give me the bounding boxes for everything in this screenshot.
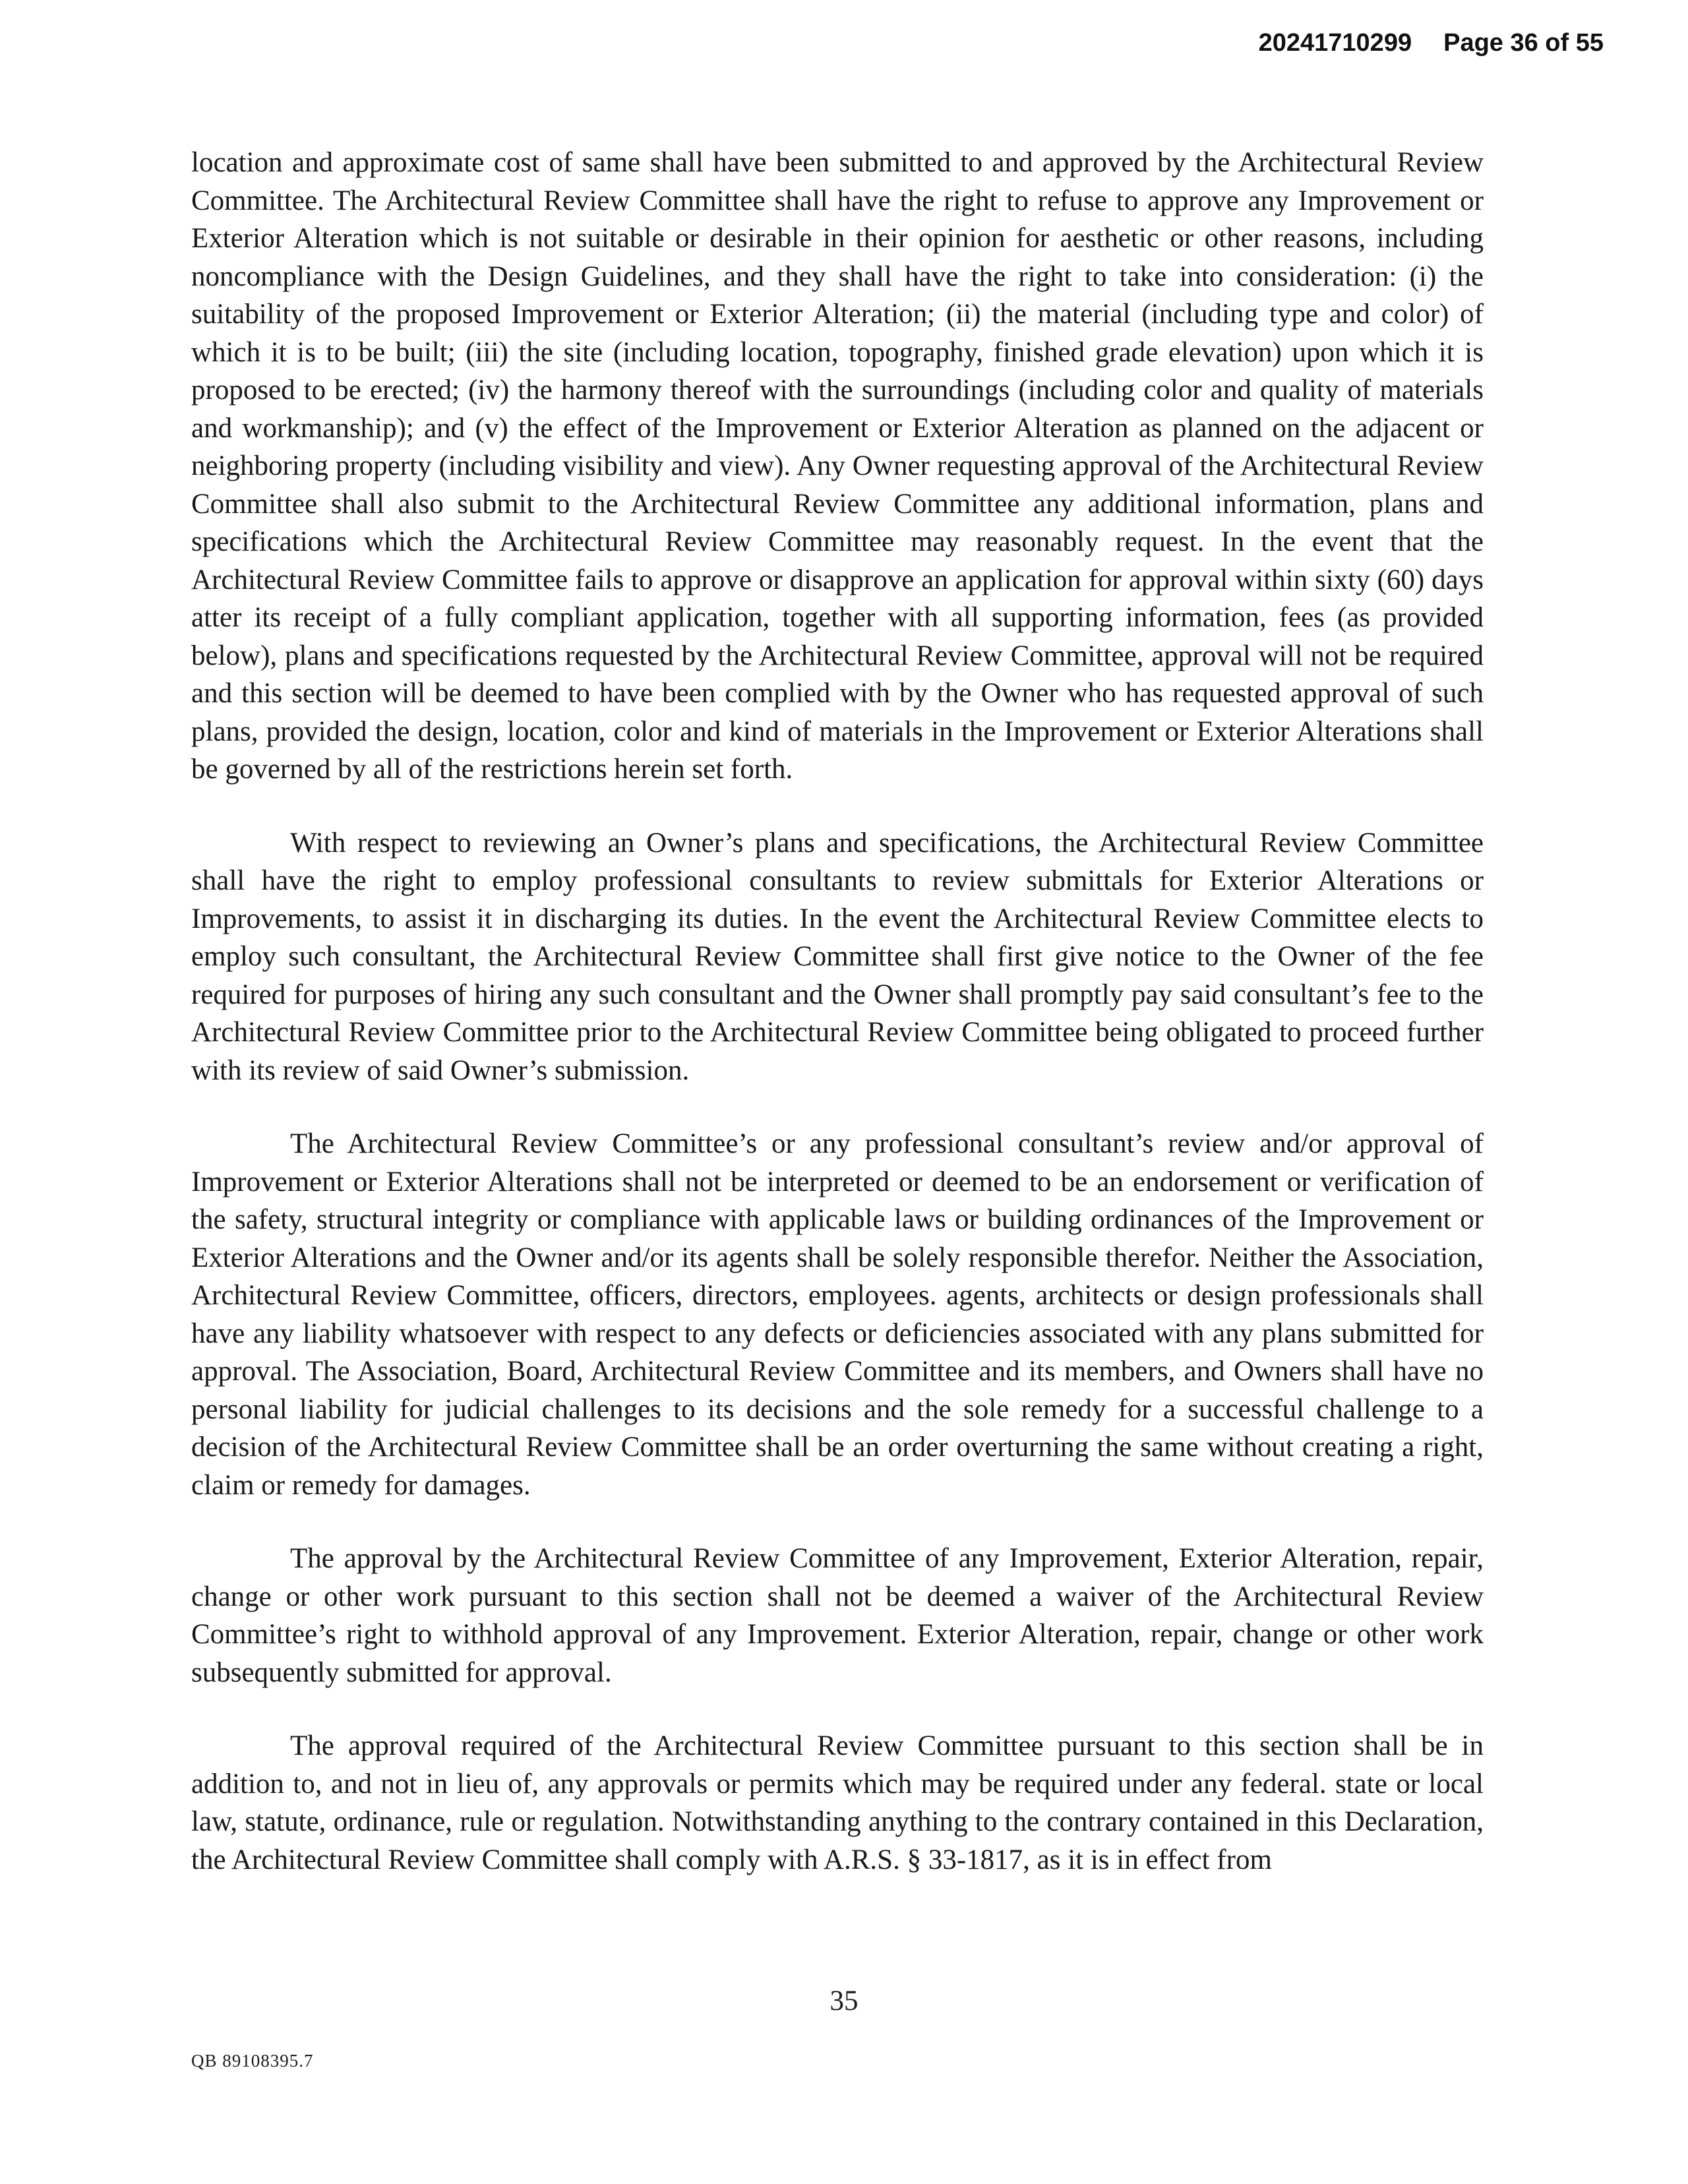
paragraph-additional-approvals: The approval required of the Architectural Review Committee pursuant to this section shall be in addition to, and not in lieu of, any approvals or permits which may be required under any federal. state or local law, statute, ordinance, rule or regulation. Notwithstanding anything to the contrary contained in this Declaration, the Architectural Review Committee shall comply with A.R.S. § 33-1817, as it is in effect from — [191, 1730, 1484, 1875]
paragraph-no-waiver: The approval by the Architectural Review Committee of any Improvement, Exterior Alteration, repair, change or other work pursuant to this section shall not be deemed a waiver of the Architectural Review Committee’s right to withhold approval of any Improvement. Exterior Alteration, repair, change or other work subsequently submitted for approval. — [191, 1543, 1484, 1688]
page-number: 35 — [829, 1986, 859, 2017]
paragraph-consultants: With respect to reviewing an Owner’s plans and specifications, the Architectural Review Committee shall have the right to employ professional consultants to review submittals for Exterior Alterations or Improvements, to assist it in discharging its duties. In the event the Architectural Review Committee elects to employ such consultant, the Architectural Review Committee shall first give notice to the Owner of the fee required for purposes of hiring any such consultant and the Owner shall promptly pay said consultant’s fee to the Architectural Review Committee prior to the Architectural Review Committee being obligated to proceed further with its review of said Owner’s submission. — [191, 827, 1484, 1086]
paragraph-liability: The Architectural Review Committee’s or any professional consultant’s review and/or approval of Improvement or Exterior Alterations shall not be interpreted or deemed to be an endorsement or verification of the safety, structural integrity or compliance with applicable laws or building ordinances of the Improvement or Exterior Alterations and the Owner and/or its agents shall be solely responsible therefor. Neither the Association, Architectural Review Committee, officers, directors, employees. agents, architects or design professionals shall have any liability whatsoever with respect to any defects or deficiencies associated with any plans submitted for approval. The Association, Board, Architectural Review Committee and its members, and Owners shall have no personal liability for judicial challenges to its decisions and the sole remedy for a successful challenge to a decision of the Architectural Review Committee shall be an order overturning the same without creating a right, claim or remedy for damages. — [191, 1128, 1484, 1501]
document-id: QB 89108395.7 — [191, 2051, 314, 2071]
paragraph-continuation: location and approximate cost of same shall have been submitted to and approved by the Architectural Review Committee. The Architectural Review Committee shall have the right to refuse to approve any Improvement or Exterior Alteration which is not suitable or desirable in their opinion for aesthetic or other reasons, including noncompliance with the Design Guidelines, and they shall have the right to take into consideration: (i) the suitability of the proposed Improvement or Exterior Alteration; (ii) the material (including type and color) of which it is to be built; (iii) the site (including location, topography, finished grade elevation) upon which it is proposed to be erected; (iv) the harmony thereof with the surroundings (including color and quality of materials and workmanship); and (v) the effect of the Improvement or Exterior Alteration as planned on the adjacent or neighboring property (including visibility and view). Any Owner requesting approval of the Architectural Review Committee shall also submit to the Architectural Review Committee any additional information, plans and specifications which the Architectural Review Committee may reasonably request. In the event that the Architectural Review Committee fails to approve or disapprove an application for approval within sixty (60) days atter its receipt of a fully compliant application, together with all supporting information, fees (as provided below), plans and specifications requested by the Architectural Review Committee, approval will not be required and this section will be deemed to have been complied with by the Owner who has requested approval of such plans, provided the design, location, color and kind of materials in the Improvement or Exterior Alterations shall be governed by all of the restrictions herein set forth. — [191, 147, 1484, 785]
document-body — [191, 144, 1484, 1914]
page-count-label: Page 36 of 55 — [1443, 29, 1604, 57]
recording-header — [1259, 29, 1604, 57]
recording-number: 20241710299 — [1258, 29, 1412, 57]
